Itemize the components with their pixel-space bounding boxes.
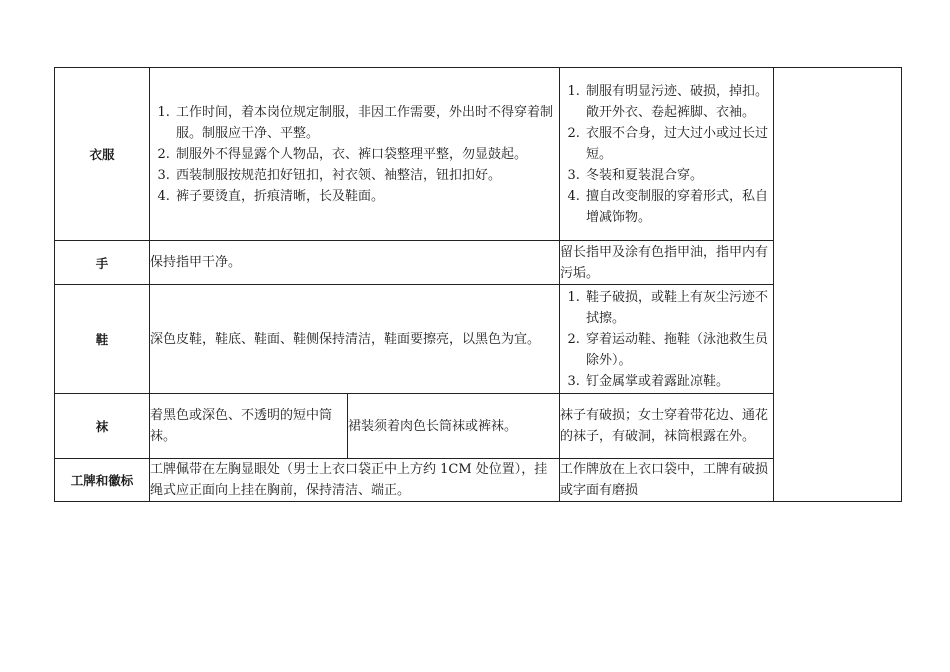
standard-badge: 工牌佩带在左胸显眼处（男士上衣口袋正中上方约 1CM 处位置），挂绳式应正面向上挂在胸前，保持清洁、端正。: [150, 459, 560, 502]
standard-socks-male: 着黑色或深色、不透明的短中筒袜。: [150, 394, 348, 459]
violation-item: 1. 鞋子破损，或鞋上有灰尘污迹不拭擦。: [584, 287, 773, 329]
violation-clothing: [560, 68, 774, 241]
violation-shoes: [560, 285, 774, 394]
empty-column: [774, 68, 902, 502]
violation-item: 3. 冬装和夏装混合穿。: [584, 165, 773, 186]
standard-clothing: [150, 68, 560, 241]
category-hands: 手: [55, 241, 150, 285]
violation-item: 3. 钉金属掌或着露趾凉鞋。: [584, 371, 773, 392]
table-row-clothing: [55, 68, 902, 241]
violation-item: 2. 穿着运动鞋、拖鞋（泳池救生员除外）。: [584, 329, 773, 371]
dress-code-table: [54, 67, 902, 502]
violation-item: 1. 制服有明显污迹、破损，掉扣。敞开外衣、卷起裤脚、衣袖。: [584, 81, 773, 123]
category-badge: 工牌和徽标: [55, 459, 150, 502]
violation-socks: 袜子有破损；女士穿着带花边、通花的袜子，有破洞，袜筒根露在外。: [560, 394, 774, 459]
standard-item: 4. 裤子要烫直，折痕清晰，长及鞋面。: [174, 186, 559, 207]
standard-item: 1. 工作时间，着本岗位规定制服，非因工作需要，外出时不得穿着制服。制服应干净、平整。: [174, 102, 559, 144]
standard-item: 3. 西装制服按规范扣好钮扣，衬衣领、袖整洁，钮扣扣好。: [174, 165, 559, 186]
violation-badge: 工作牌放在上衣口袋中，工牌有破损或字面有磨损: [560, 459, 774, 502]
category-socks: 袜: [55, 394, 150, 459]
standard-hands: 保持指甲干净。: [150, 241, 560, 285]
category-shoes: 鞋: [55, 285, 150, 394]
category-clothing: 衣服: [55, 68, 150, 241]
violation-hands: 留长指甲及涂有色指甲油，指甲内有污垢。: [560, 241, 774, 285]
violation-item: 4. 擅自改变制服的穿着形式，私自增减饰物。: [584, 186, 773, 228]
standard-shoes: 深色皮鞋，鞋底、鞋面、鞋侧保持清洁，鞋面要擦亮，以黑色为宜。: [150, 285, 560, 394]
violation-item: 2. 衣服不合身，过大过小或过长过短。: [584, 123, 773, 165]
standard-item: 2. 制服外不得显露个人物品，衣、裤口袋整理平整，勿显鼓起。: [174, 144, 559, 165]
standard-socks-female: 裙装须着肉色长筒袜或裤袜。: [348, 394, 560, 459]
